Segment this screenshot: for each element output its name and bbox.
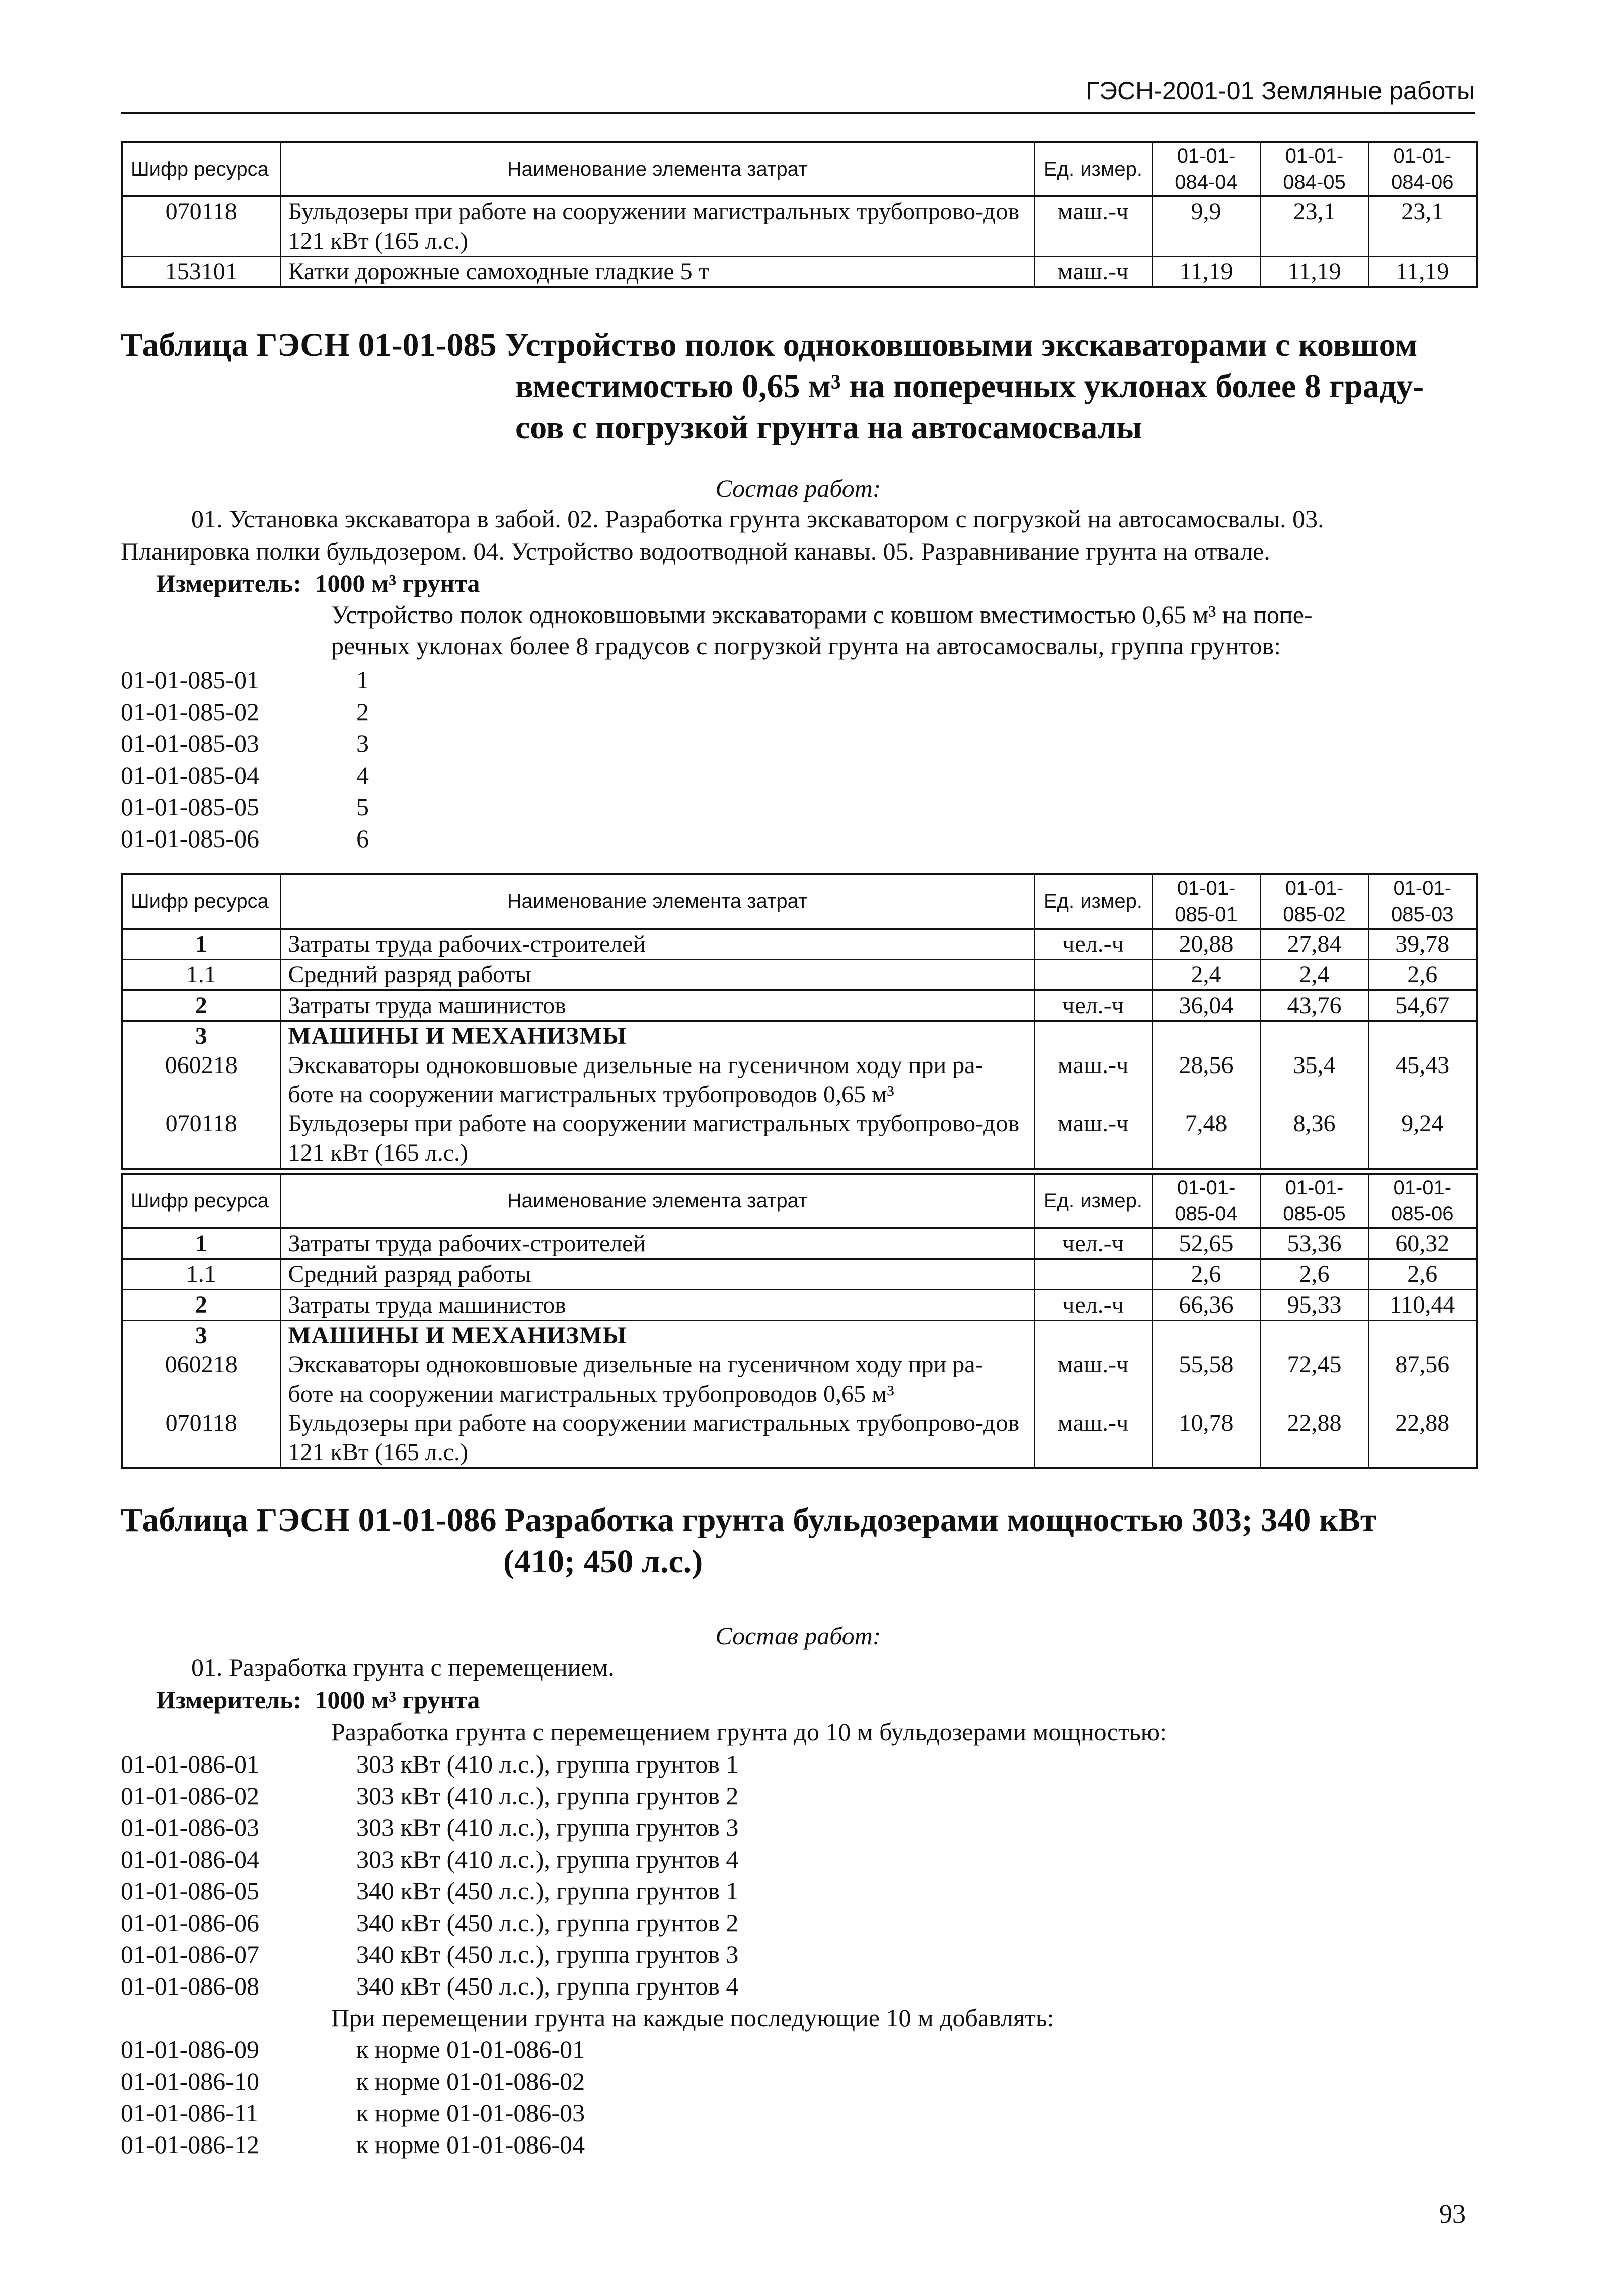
resource-code: 060218	[122, 1350, 280, 1409]
norm-code: 01-01-086-12	[121, 2130, 259, 2159]
table-row	[122, 257, 1477, 288]
col-header-code: Шифр ресурса	[122, 874, 280, 929]
value-cell: 2,4	[1152, 960, 1260, 990]
value-cell: 11,19	[1368, 257, 1477, 288]
norm-code: 01-01-086-09	[121, 2035, 259, 2063]
norm-code: 01-01-086-10	[121, 2067, 259, 2095]
measure-value: 1000 м³ грунта	[315, 1686, 480, 1714]
value-cell: 22,88	[1368, 1409, 1477, 1468]
title-line: Таблица ГЭСН 01-01-086 Разработка грунта бульдозерами мощностью 303; 340 кВт	[121, 1502, 1377, 1539]
value-cell: 20,88	[1152, 929, 1260, 960]
col-header-norm: 01-01-085-02	[1260, 874, 1368, 929]
norm-code: 01-01-085-06	[121, 824, 259, 853]
norm-item	[121, 664, 369, 696]
norm-code: 01-01-085-03	[121, 729, 259, 757]
cost-item-name: Экскаваторы одноковшовые дизельные на гусеничном ходу при ра-боте на сооружении магистральных трубопроводов 0,65 м³	[280, 1051, 1034, 1109]
work-composition-label: Состав работ:	[715, 1622, 881, 1650]
col-header-norm: 01-01-085-06	[1368, 1174, 1477, 1228]
work-composition-line: Планировка полки бульдозером. 04. Устройство водоотводной канавы. 05. Разравнивание грунта на отвале.	[121, 537, 1270, 565]
norm-item	[121, 759, 369, 791]
norm-text: к норме 01-01-086-02	[356, 2067, 585, 2095]
value-cell: 2,6	[1368, 1259, 1477, 1290]
norm-item	[121, 2065, 585, 2097]
table-row	[122, 1259, 1477, 1290]
norm-text: 340 кВт (450 л.с.), группа грунтов 4	[356, 1972, 739, 2000]
unit-cell: маш.-ч	[1034, 257, 1152, 288]
norm-code: 01-01-086-01	[121, 1750, 259, 1778]
value-cell: 23,1	[1260, 196, 1368, 257]
norm-code: 01-01-086-11	[121, 2099, 259, 2127]
value-cell: 11,19	[1152, 257, 1260, 288]
page-number: 93	[1439, 2200, 1466, 2229]
running-header: ГЭСН-2001-01 Земляные работы	[121, 75, 1475, 114]
unit-cell: маш.-ч	[1034, 1409, 1152, 1468]
resource-code: 2	[122, 990, 280, 1021]
resource-code: 3	[122, 1021, 280, 1051]
norm-item	[121, 1780, 738, 1811]
value-cell: 110,44	[1368, 1290, 1477, 1321]
norm-code: 01-01-086-02	[121, 1782, 259, 1810]
work-composition-line: 01. Разработка грунта с перемещением.	[191, 1653, 615, 1681]
col-header-name: Наименование элемента затрат	[280, 1174, 1034, 1228]
table-header-row	[122, 1174, 1477, 1228]
unit-cell: маш.-ч	[1034, 1109, 1152, 1169]
cost-item-name: Бульдозеры при работе на сооружении магистральных трубопрово-дов 121 кВт (165 л.с.)	[280, 1109, 1034, 1169]
norm-item	[121, 1907, 738, 1938]
section-heading: МАШИНЫ И МЕХАНИЗМЫ	[280, 1321, 1034, 1351]
norm-item	[121, 2097, 585, 2128]
norm-text: 340 кВт (450 л.с.), группа грунтов 1	[356, 1877, 739, 1905]
norm-code: 01-01-085-04	[121, 761, 259, 789]
resource-code: 1	[122, 1228, 280, 1259]
col-header-norm: 01-01-085-01	[1152, 874, 1260, 929]
value-cell: 22,88	[1260, 1409, 1368, 1468]
value-cell: 8,36	[1260, 1109, 1368, 1169]
unit-cell	[1034, 960, 1152, 990]
value-cell: 28,56	[1152, 1051, 1260, 1109]
value-cell: 11,19	[1260, 257, 1368, 288]
col-header-code: Шифр ресурса	[122, 1174, 280, 1228]
norm-item	[121, 2034, 585, 2065]
table-row	[122, 1350, 1477, 1409]
norm-code: 01-01-085-05	[121, 793, 259, 821]
norm-description: речных уклонах более 8 градусов с погрузкой грунта на автосамосвалы, группа грунтов:	[331, 632, 1281, 660]
norm-text: 6	[356, 824, 369, 853]
col-header-norm: 01-01-085-05	[1260, 1174, 1368, 1228]
norm-text: 4	[356, 761, 369, 789]
value-cell: 2,4	[1260, 960, 1368, 990]
norm-item	[121, 823, 369, 854]
table-title-085	[121, 325, 1424, 448]
value-cell	[1368, 1021, 1477, 1051]
cost-item-name: Средний разряд работы	[280, 960, 1034, 990]
norm-code: 01-01-086-07	[121, 1940, 259, 1968]
value-cell	[1152, 1021, 1260, 1051]
table-row	[122, 1321, 1477, 1351]
norm-item	[121, 1875, 738, 1906]
resource-code: 1.1	[122, 960, 280, 990]
norm-item	[121, 1970, 738, 2002]
value-cell: 52,65	[1152, 1228, 1260, 1259]
col-header-norm: 01-01-084-04	[1152, 142, 1260, 196]
table-header-row	[122, 142, 1477, 196]
resource-code: 070118	[122, 196, 280, 257]
value-cell: 2,6	[1152, 1259, 1260, 1290]
col-header-unit: Ед. измер.	[1034, 142, 1152, 196]
norm-text: 340 кВт (450 л.с.), группа грунтов 2	[356, 1908, 739, 1937]
title-line: Таблица ГЭСН 01-01-085 Устройство полок одноковшовыми экскаваторами с ковшом	[121, 327, 1418, 363]
measure-unit	[156, 1684, 480, 1715]
unit-cell: маш.-ч	[1034, 196, 1152, 257]
measure-value: 1000 м³ грунта	[315, 569, 480, 597]
table-row	[122, 1021, 1477, 1051]
norm-text: 303 кВт (410 л.с.), группа грунтов 4	[356, 1845, 739, 1873]
title-line: вместимостью 0,65 м³ на поперечных уклонах более 8 граду-	[515, 368, 1424, 405]
norm-code: 01-01-086-08	[121, 1972, 259, 2000]
col-header-norm: 01-01-085-03	[1368, 874, 1477, 929]
col-header-name: Наименование элемента затрат	[280, 874, 1034, 929]
norm-item	[121, 1939, 738, 1970]
unit-cell: маш.-ч	[1034, 1051, 1152, 1109]
cost-item-name: Катки дорожные самоходные гладкие 5 т	[280, 257, 1034, 288]
resource-code: 3	[122, 1321, 280, 1351]
norm-text: к норме 01-01-086-03	[356, 2099, 585, 2127]
unit-cell: чел.-ч	[1034, 1290, 1152, 1321]
measure-label: Измеритель:	[156, 1686, 302, 1714]
norm-text: 303 кВт (410 л.с.), группа грунтов 1	[356, 1750, 739, 1778]
unit-cell: чел.-ч	[1034, 929, 1152, 960]
norm-text: 1	[356, 666, 369, 694]
col-header-unit: Ед. измер.	[1034, 1174, 1152, 1228]
title-line: (410; 450 л.с.)	[503, 1543, 703, 1580]
table-row	[122, 1051, 1477, 1109]
value-cell: 27,84	[1260, 929, 1368, 960]
resource-code: 1	[122, 929, 280, 960]
value-cell: 9,9	[1152, 196, 1260, 257]
table-row	[122, 1290, 1477, 1321]
table-row	[122, 1409, 1477, 1468]
unit-cell: чел.-ч	[1034, 990, 1152, 1021]
norm-code: 01-01-086-03	[121, 1813, 259, 1842]
norm-text: 303 кВт (410 л.с.), группа грунтов 3	[356, 1813, 739, 1842]
table-row	[122, 196, 1477, 257]
norm-item	[121, 1748, 738, 1780]
norm-code: 01-01-085-02	[121, 698, 259, 726]
norm-text: 3	[356, 729, 369, 757]
section-heading: МАШИНЫ И МЕХАНИЗМЫ	[280, 1021, 1034, 1051]
value-cell: 95,33	[1260, 1290, 1368, 1321]
col-header-norm: 01-01-085-04	[1152, 1174, 1260, 1228]
value-cell: 72,45	[1260, 1350, 1368, 1409]
value-cell: 43,76	[1260, 990, 1368, 1021]
norm-text: 303 кВт (410 л.с.), группа грунтов 2	[356, 1782, 739, 1810]
table-row	[122, 929, 1477, 960]
value-cell	[1260, 1021, 1368, 1051]
resource-code: 2	[122, 1290, 280, 1321]
norm-text: к норме 01-01-086-04	[356, 2130, 585, 2159]
resource-code: 060218	[122, 1051, 280, 1109]
norm-code: 01-01-086-04	[121, 1845, 259, 1873]
work-composition-line: 01. Установка экскаватора в забой. 02. Разработка грунта экскаватором с погрузкой на автосамосвалы. 03.	[191, 505, 1324, 533]
cost-item-name: Бульдозеры при работе на сооружении магистральных трубопрово-дов 121 кВт (165 л.с.)	[280, 196, 1034, 257]
resource-code: 070118	[122, 1109, 280, 1169]
col-header-norm: 01-01-084-06	[1368, 142, 1477, 196]
unit-cell	[1034, 1259, 1152, 1290]
value-cell	[1368, 1321, 1477, 1351]
col-header-name: Наименование элемента затрат	[280, 142, 1034, 196]
norm-text: к норме 01-01-086-01	[356, 2035, 585, 2063]
norm-item	[121, 1812, 738, 1843]
resource-code: 1.1	[122, 1259, 280, 1290]
col-header-norm: 01-01-084-05	[1260, 142, 1368, 196]
cost-item-name: Бульдозеры при работе на сооружении магистральных трубопрово-дов 121 кВт (165 л.с.)	[280, 1409, 1034, 1468]
col-header-unit: Ед. измер.	[1034, 874, 1152, 929]
cost-item-name: Затраты труда рабочих-строителей	[280, 929, 1034, 960]
norm-description: Разработка грунта с перемещением грунта до 10 м бульдозерами мощностью:	[331, 1718, 1167, 1746]
value-cell: 60,32	[1368, 1228, 1477, 1259]
table-row	[122, 990, 1477, 1021]
norm-text: 5	[356, 793, 369, 821]
col-header-code: Шифр ресурса	[122, 142, 280, 196]
resource-code: 070118	[122, 1409, 280, 1468]
cost-table-085-b	[121, 1173, 1478, 1469]
value-cell: 66,36	[1152, 1290, 1260, 1321]
norm-code: 01-01-085-01	[121, 666, 259, 694]
cost-item-name: Экскаваторы одноковшовые дизельные на гусеничном ходу при ра-боте на сооружении магистральных трубопроводов 0,65 м³	[280, 1350, 1034, 1409]
norm-item	[121, 696, 369, 727]
value-cell: 9,24	[1368, 1109, 1477, 1169]
resource-code: 153101	[122, 257, 280, 288]
unit-cell	[1034, 1321, 1152, 1351]
norm-text: 340 кВт (450 л.с.), группа грунтов 3	[356, 1940, 739, 1968]
table-header-row	[122, 874, 1477, 929]
unit-cell: маш.-ч	[1034, 1350, 1152, 1409]
value-cell: 2,6	[1368, 960, 1477, 990]
value-cell: 53,36	[1260, 1228, 1368, 1259]
value-cell: 7,48	[1152, 1109, 1260, 1169]
table-row	[122, 1109, 1477, 1169]
norm-text: 2	[356, 698, 369, 726]
cost-item-name: Средний разряд работы	[280, 1259, 1034, 1290]
value-cell: 10,78	[1152, 1409, 1260, 1468]
measure-unit	[156, 568, 480, 599]
value-cell: 39,78	[1368, 929, 1477, 960]
cost-item-name: Затраты труда машинистов	[280, 990, 1034, 1021]
cost-item-name: Затраты труда машинистов	[280, 1290, 1034, 1321]
value-cell: 35,4	[1260, 1051, 1368, 1109]
cost-table-084	[121, 141, 1478, 288]
unit-cell: чел.-ч	[1034, 1228, 1152, 1259]
value-cell	[1260, 1321, 1368, 1351]
value-cell: 36,04	[1152, 990, 1260, 1021]
value-cell: 87,56	[1368, 1350, 1477, 1409]
measure-label: Измеритель:	[156, 569, 302, 597]
value-cell: 45,43	[1368, 1051, 1477, 1109]
value-cell: 2,6	[1260, 1259, 1368, 1290]
title-line: сов с погрузкой грунта на автосамосвалы	[515, 409, 1142, 446]
cost-item-name: Затраты труда рабочих-строителей	[280, 1228, 1034, 1259]
norm-item	[121, 728, 369, 759]
unit-cell	[1034, 1021, 1152, 1051]
norm-description: При перемещении грунта на каждые последующие 10 м добавлять:	[331, 2004, 1054, 2032]
work-composition-label: Состав работ:	[715, 474, 881, 502]
table-title-086	[121, 1500, 1376, 1582]
norm-code: 01-01-086-06	[121, 1908, 259, 1937]
value-cell	[1152, 1321, 1260, 1351]
value-cell: 55,58	[1152, 1350, 1260, 1409]
norm-item	[121, 791, 369, 822]
norm-item	[121, 2129, 585, 2160]
norm-description: Устройство полок одноковшовыми экскаваторами с ковшом вместимостью 0,65 м³ на попе-	[331, 600, 1313, 629]
table-row	[122, 960, 1477, 990]
norm-item	[121, 1844, 738, 1875]
value-cell: 54,67	[1368, 990, 1477, 1021]
table-row	[122, 1228, 1477, 1259]
norm-code: 01-01-086-05	[121, 1877, 259, 1905]
cost-table-085-a	[121, 873, 1478, 1170]
value-cell: 23,1	[1368, 196, 1477, 257]
